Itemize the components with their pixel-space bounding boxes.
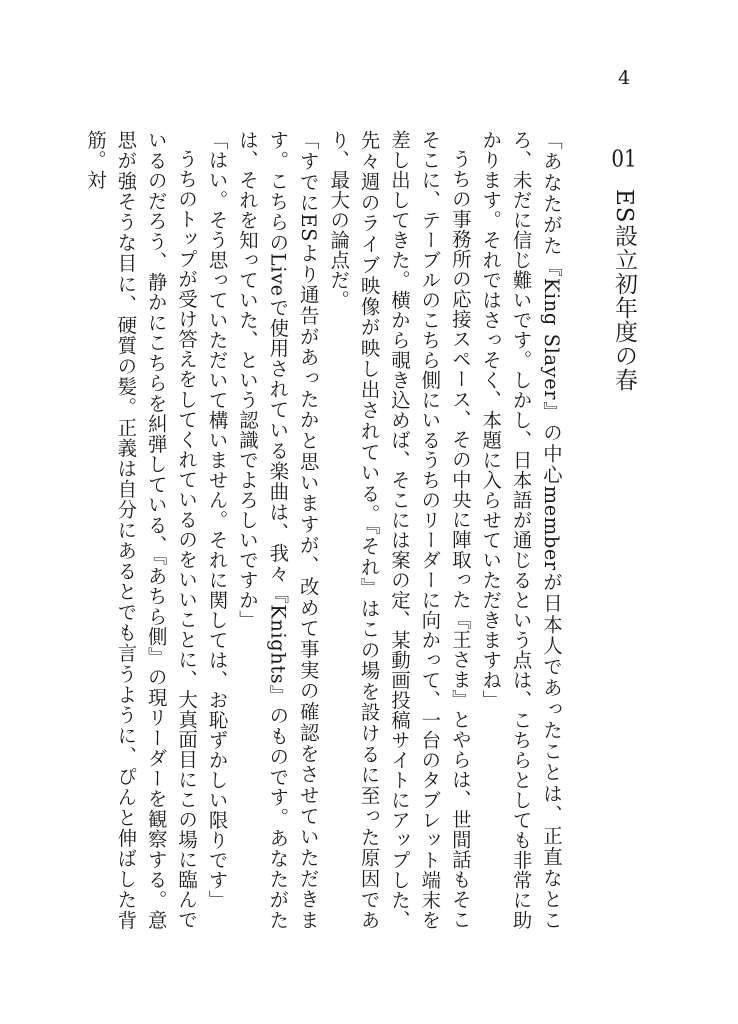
chapter-number: 01 xyxy=(611,148,637,171)
paragraph: うちのトップが受け答えをしてくれているのをいいことに、大真面目にこの場に臨んでいるのだろう、静かにこちらを糾弾している、『あちら側』の現リーダーを観察する。意思が強そうな目に、硬質の髪。正義は自分にあるとでも言うように、ぴんと伸ばした背筋。対 xyxy=(83,130,199,930)
chapter-heading xyxy=(602,148,646,392)
paragraph: 「はい。そう思っていただいて構いません。それに関しては、お恥ずかしい限りです」 xyxy=(205,130,229,910)
paragraph: うちの事務所の応接スペース、その中央に陣取った『王さま』とやらは、世間話もそこそこに、テーブルのこちら側にいるうちのリーダーに向かって、一台のタブレット端末を差し出してきた。横から覗き込めば、そこには案の定、某動画投稿サイトにアップした、先々週のライブ映像が映し出されている。『それ』はこの場を設けるに至った原因であり、最大の論点だ。 xyxy=(327,130,472,930)
paragraph: 「あなたがた『King Slayer』の中心memberが日本人であったことは、正直なところ、未だに信じ難いです。しかし、日本語が通じるという点は、こちらとしても非常に助かります。それではさっそく、本題に入らせていただきますね」 xyxy=(479,130,563,930)
page-number: 4 xyxy=(617,67,631,89)
paragraph: 「すでにESより通告があったかと思いますが、改めて事実の確認をさせていただきます。こちらのLiveで使用されている楽曲は、我々『Knights』のものです。あなたがたは、それを知っていた、という認識でよろしいですか」 xyxy=(235,130,320,930)
body-text xyxy=(83,130,566,930)
chapter-title: ES設立初年度の春 xyxy=(611,189,637,392)
